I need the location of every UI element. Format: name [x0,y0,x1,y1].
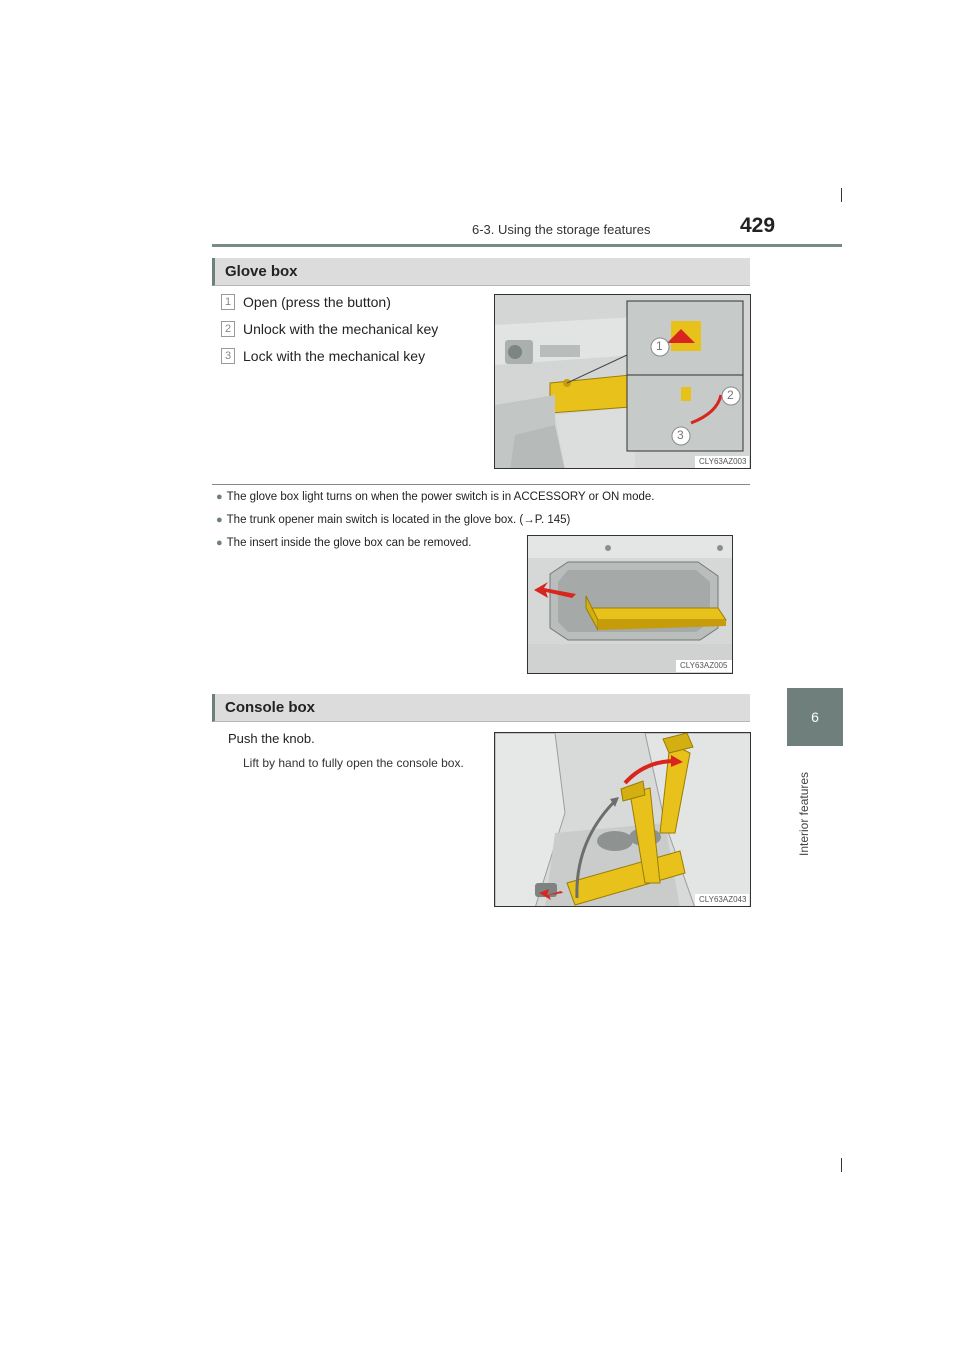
bullet-icon: ● [216,537,223,549]
console-instruction: Push the knob. [228,731,315,746]
step-1 [221,293,391,311]
crop-mark-top [841,188,842,202]
crop-mark-bottom [841,1158,842,1172]
figure-code: CLY63AZ005 [680,661,728,670]
figure-callout-2: 2 [727,388,734,402]
section-heading-console-box [212,694,750,722]
step-text: Open (press the button) [243,294,391,310]
insert-drawing [528,536,733,674]
bullet-icon: ● [216,514,223,526]
figure-code: CLY63AZ043 [699,895,747,904]
step-text: Lock with the mechanical key [243,348,426,364]
note-item [216,491,655,503]
figure-callout-3: 3 [677,428,684,442]
note-text: The trunk opener main switch is located in the glove box. (→P. 145) [226,514,571,526]
section-heading-glove-box [212,258,750,286]
header-rule [212,244,842,247]
step-number: 1 [221,294,235,310]
figure-code: CLY63AZ003 [699,457,747,466]
chapter-number: 6 [811,709,819,725]
bullet-icon: ● [216,491,223,503]
note-item [216,514,570,526]
step-number: 3 [221,348,235,364]
note-divider [212,484,750,485]
section-header-title: 6-3. Using the storage features [472,222,651,237]
glove-box-drawing [495,295,751,469]
page-number: 429 [740,214,776,237]
console-box-drawing [495,733,751,907]
chapter-label [783,756,811,866]
section-heading-text: Glove box [225,263,298,280]
glove-box-insert-illustration [527,535,733,674]
chapter-tab [787,688,843,746]
step-2 [221,320,438,338]
step-number: 2 [221,321,235,337]
console-sub-instruction: Lift by hand to fully open the console box. [243,756,464,770]
chapter-label-text: Interior features [797,771,811,856]
note-item [216,536,516,551]
glove-box-illustration [494,294,751,469]
note-text: The glove box light turns on when the power switch is in ACCESSORY or ON mode. [226,491,655,503]
step-text: Unlock with the mechanical key [243,321,439,337]
note-text: The insert inside the glove box can be removed. [226,537,472,549]
console-box-illustration [494,732,751,907]
figure-callout-1: 1 [656,339,663,353]
section-heading-text: Console box [225,699,316,716]
step-3 [221,347,425,365]
